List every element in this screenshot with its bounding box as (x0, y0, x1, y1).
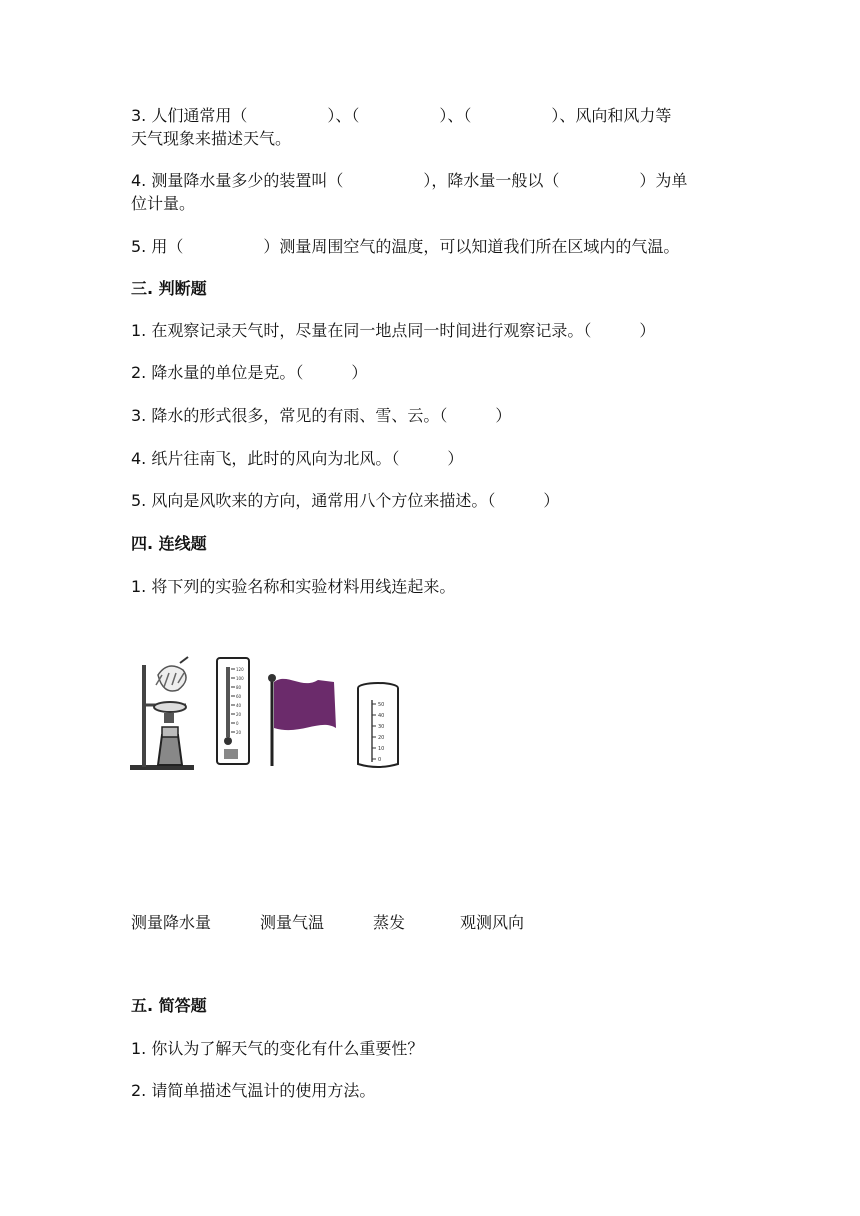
question-judge-5: 5. 风向是风吹来的方向，通常用八个方位来描述。（ ） (131, 491, 560, 510)
question-fill-4-line1: 4. 测量降水量多少的装置叫（ ），降水量一般以（ ）为单 (131, 171, 688, 190)
thermometer-tick-label: 80 (236, 685, 242, 690)
question-fill-3-line2: 天气现象来描述天气。 (131, 129, 292, 148)
thermometer-tick-label: 120 (236, 667, 244, 672)
question-fill-5: 5. 用（ ）测量周围空气的温度，可以知道我们所在区域内的气温。 (131, 237, 680, 256)
section-heading-short-answer: 五. 简答题 (131, 996, 207, 1015)
wind-flag-icon (262, 670, 340, 768)
rain-gauge-tick-label: 30 (378, 724, 385, 730)
rain-gauge-icon (356, 682, 400, 770)
thermometer-tick-label: 60 (236, 694, 242, 699)
question-judge-4: 4. 纸片往南飞，此时的风向为北风。（ ） (131, 449, 464, 468)
match-label-wind-direction: 观测风向 (460, 913, 525, 932)
rain-gauge-tick-label: 20 (378, 735, 385, 741)
rain-gauge-tick-label: 40 (378, 713, 385, 719)
thermometer-tick-label: 20 (236, 712, 242, 717)
rain-gauge-tick-label: 0 (378, 757, 382, 763)
question-fill-3-line1: 3. 人们通常用（ ）、（ ）、（ ）、风向和风力等 (131, 106, 672, 125)
thermometer-tick-label: 40 (236, 703, 242, 708)
question-judge-3: 3. 降水的形式很多，常见的有雨、雪、云。（ ） (131, 406, 512, 425)
rain-gauge-tick-label: 10 (378, 746, 385, 752)
match-label-temperature: 测量气温 (260, 913, 325, 932)
question-short-2: 2. 请简单描述气温计的使用方法。 (131, 1081, 376, 1100)
match-label-rainfall: 测量降水量 (131, 913, 212, 932)
thermometer-icon (216, 657, 250, 765)
question-short-1: 1. 你认为了解天气的变化有什么重要性？ (131, 1039, 424, 1058)
thermometer-tick-label: 20 (236, 730, 242, 735)
section-heading-judgement: 三. 判断题 (131, 279, 207, 298)
question-judge-1: 1. 在观察记录天气时，尽量在同一地点同一时间进行观察记录。（ ） (131, 321, 656, 340)
match-label-evaporation: 蒸发 (373, 913, 406, 932)
section-heading-matching: 四. 连线题 (131, 534, 207, 553)
thermometer-tick-label: 100 (236, 676, 244, 681)
rain-gauge-tick-label: 50 (378, 702, 385, 708)
question-judge-2: 2. 降水量的单位是克。（ ） (131, 363, 368, 382)
thermometer-tick-label: 0 (236, 721, 239, 726)
evaporation-apparatus-icon (128, 655, 198, 773)
question-fill-4-line2: 位计量。 (131, 194, 196, 213)
question-match-1: 1. 将下列的实验名称和实验材料用线连起来。 (131, 577, 456, 596)
